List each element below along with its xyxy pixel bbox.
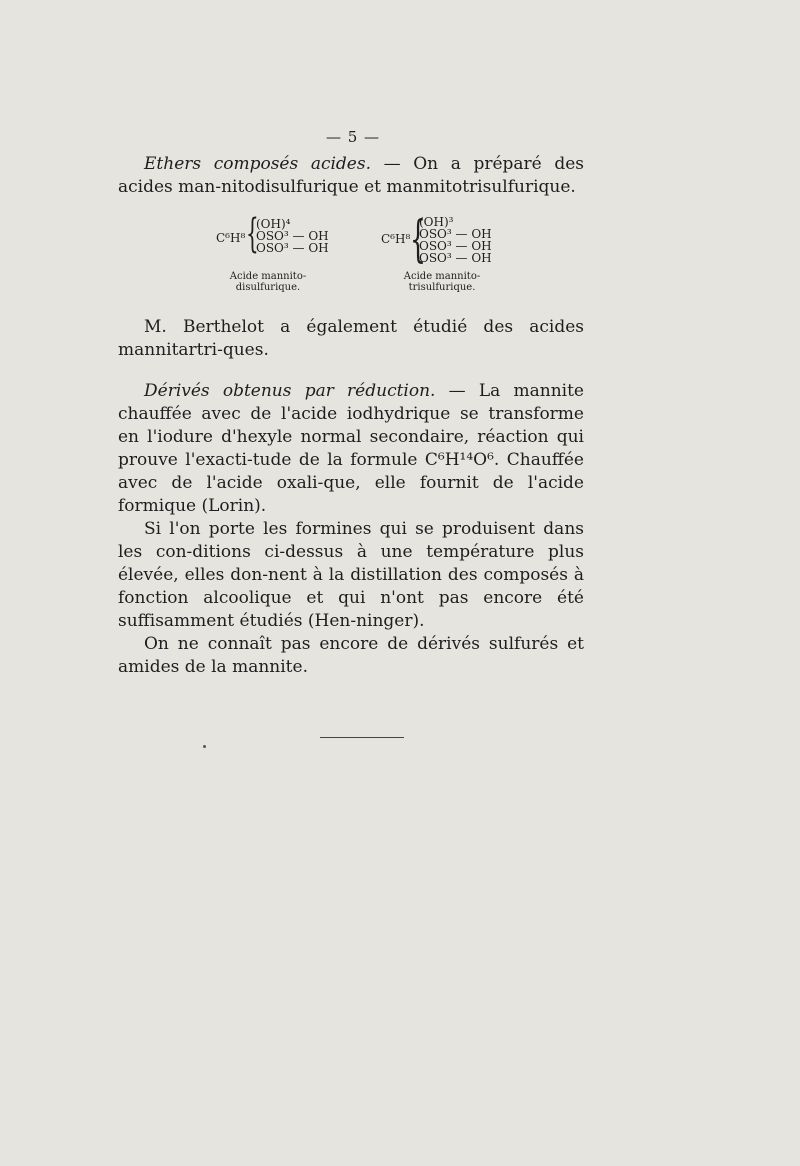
paragraph-sulfures: On ne connaît pas encore de dérivés sulfurés et amides de la mannite. <box>118 634 584 677</box>
formula-row: OSO³ — OH <box>419 251 492 265</box>
formula-row: OSO³ — OH <box>256 241 329 255</box>
formula-row: OSO³ — OH <box>419 227 492 241</box>
formula-row: OSO³ — OH <box>419 239 492 253</box>
section-divider <box>320 737 404 738</box>
formula-caption: Acide mannito-trisulfurique. <box>403 271 481 293</box>
paragraph-reduction <box>118 380 584 679</box>
formula-row: (OH)⁴ <box>256 217 291 231</box>
formula-row: (OH)³ <box>419 215 454 229</box>
formula-caption: Acide mannito-disulfurique. <box>229 271 307 293</box>
formula-brace: { <box>410 210 426 268</box>
paragraph-ethers <box>118 153 584 199</box>
section-heading-ethers: Ethers composés acides. <box>144 154 371 174</box>
formula-brace: { <box>246 211 259 257</box>
formula-row: OSO³ — OH <box>256 229 329 243</box>
page-number: — 5 — <box>325 128 381 146</box>
paragraph-formines: Si l'on porte les formines qui se produisent dans les con-ditions ci-dessus à une température plus élevée, elles don-nent à la distillation des composés à fonction alcoolique et qui n'ont pas encore été suffisamment étudiés (Hen-ninger). <box>118 519 584 631</box>
section-heading-reduction: Dérivés obtenus par réduction. <box>144 381 436 401</box>
paragraph-berthelot: M. Berthelot a également étudié des acides mannitartri-ques. <box>118 317 584 360</box>
formula-prefix: C⁶H⁸ <box>381 232 411 246</box>
formula-prefix: C⁶H⁸ <box>216 231 246 245</box>
ink-speck <box>203 745 206 748</box>
paragraph-reduction-text: — La mannite chauffée avec de l'acide iodhydrique se transforme en l'iodure d'hexyle normal secondaire, réaction qui prouve l'exacti-tude de la formule C⁶H¹⁴O⁶. Chauffée avec de l'acide oxali-que, elle fournit de l'acide formique (Lorin). <box>118 381 584 516</box>
paragraph-ethers-text: — On a préparé des acides man-nitodisulfurique et manmitotrisulfurique. <box>118 154 585 197</box>
